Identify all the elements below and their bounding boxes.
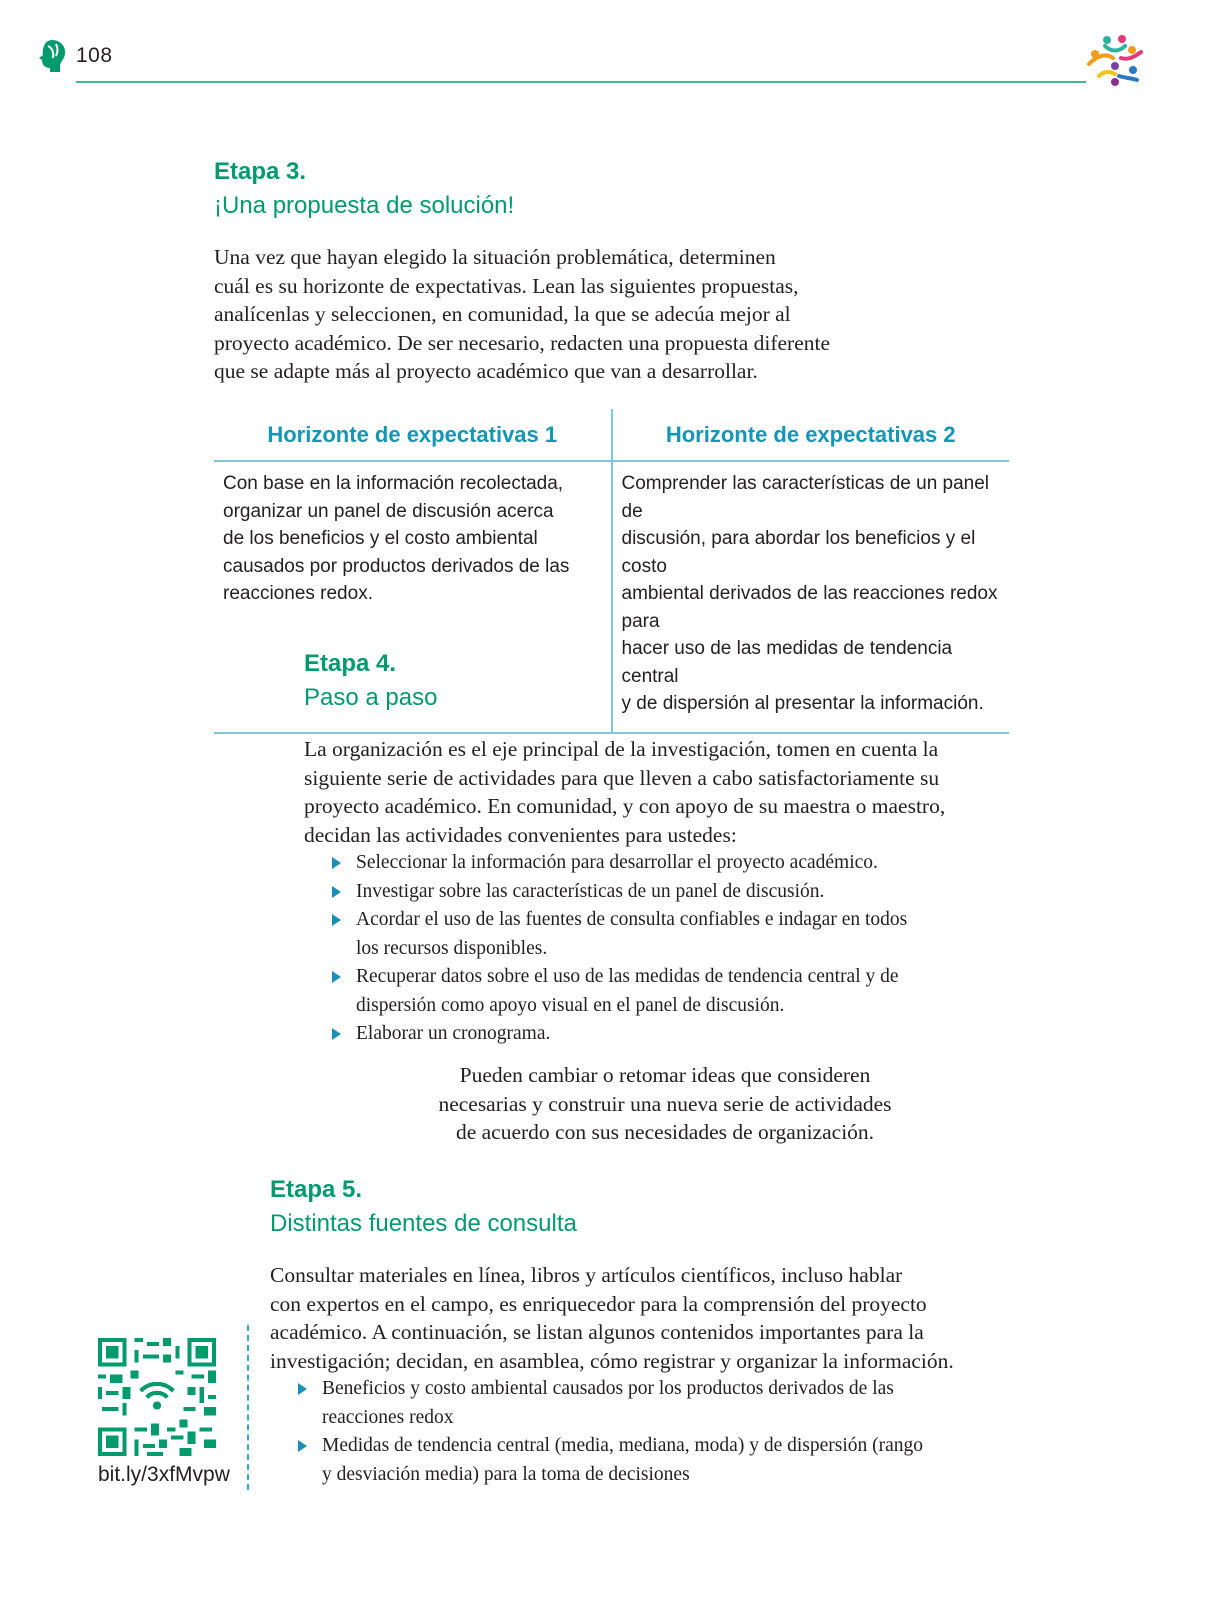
stage4-activity-list <box>330 849 1010 1049</box>
stage5-title: Etapa 5. <box>270 1176 363 1203</box>
table-cell-1: Con base en la información recolectada, organizar un panel de discusión acerca de los beneficios y el costo ambiental causados por productos derivados de las reacciones redox. <box>214 462 613 732</box>
page-number: 108 <box>76 44 113 67</box>
stage4-subtitle: Paso a paso <box>304 684 438 711</box>
list-item: Seleccionar la información para desarrollar el proyecto académico. <box>330 849 1010 878</box>
stage3-title: Etapa 3. <box>214 158 307 185</box>
community-people-icon <box>1085 32 1147 88</box>
stage3-paragraph: Una vez que hayan elegido la situación problemática, determinen cuál es su horizonte de expectativas. Lean las siguientes propuestas, analícenlas y seleccionen, en comunidad, la que se adecúa mejor al proyecto académico. De ser necesario, redacten una propuesta diferente que se adapte más al proyecto académico que van a desarrollar. <box>214 245 831 383</box>
triangle-bullet-icon <box>332 971 341 983</box>
stage5-content-list <box>296 1375 996 1489</box>
triangle-bullet-icon <box>298 1383 307 1395</box>
table-cell-2: Comprender las características de un panel de discusión, para abordar los beneficios y el costo ambiental derivados de las reacciones redox para hacer uso de las medidas de tendencia central y de dispersión al presentar la información. <box>621 473 998 714</box>
list-item: Beneficios y costo ambiental causados por los productos derivados de las reacciones redox <box>296 1375 996 1432</box>
stage5-paragraph: Consultar materiales en línea, libros y artículos científicos, incluso hablar con expertos en el campo, es enriquecedor para la comprensión del proyecto académico. A continuación, se listan algunos contenidos importantes para la investigación; decidan, en asamblea, cómo registrar y organizar la información. <box>270 1263 954 1373</box>
qr-short-link[interactable]: bit.ly/3xfMvpw <box>98 1463 230 1486</box>
list-item: Acordar el uso de las fuentes de consulta confiables e indagar en todos los recursos disponibles. <box>330 906 1010 963</box>
table-header-row <box>214 409 1009 462</box>
table-header-2: Horizonte de expectativas 2 <box>665 421 956 447</box>
triangle-bullet-icon <box>332 914 341 926</box>
triangle-bullet-icon <box>332 1028 341 1040</box>
triangle-bullet-icon <box>332 857 341 869</box>
stage3-subtitle: ¡Una propuesta de solución! <box>214 192 515 219</box>
list-item: Recuperar datos sobre el uso de las medidas de tendencia central y de dispersión como apoyo visual en el panel de discusión. <box>330 963 1010 1020</box>
stage4-paragraph: La organización es el eje principal de la investigación, tomen en cuenta la siguiente serie de actividades para que lleven a cabo satisfactoriamente su proyecto académico. En comunidad, y con apoyo de su maestra o maestro, decidan las actividades convenientes para ustedes: <box>304 737 946 847</box>
header-divider <box>76 81 1086 83</box>
stage5-subtitle: Distintas fuentes de consulta <box>270 1210 577 1237</box>
list-item: Investigar sobre las características de un panel de discusión. <box>330 878 1010 907</box>
triangle-bullet-icon <box>332 886 341 898</box>
stage4-note: Pueden cambiar o retomar ideas que consideren necesarias y construir una nueva serie de actividades de acuerdo con sus necesidades de organización. <box>438 1063 892 1144</box>
list-item: Elaborar un cronograma. <box>330 1020 1010 1049</box>
qr-code-icon[interactable] <box>98 1338 216 1456</box>
leaf-head-icon <box>38 38 68 74</box>
table-header-1: Horizonte de expectativas 1 <box>214 409 613 460</box>
stage4-title: Etapa 4. <box>304 650 397 677</box>
list-item: Medidas de tendencia central (media, mediana, moda) y de dispersión (rango y desviación media) para la toma de decisiones <box>296 1432 996 1489</box>
qr-divider <box>247 1325 249 1490</box>
triangle-bullet-icon <box>298 1440 307 1452</box>
